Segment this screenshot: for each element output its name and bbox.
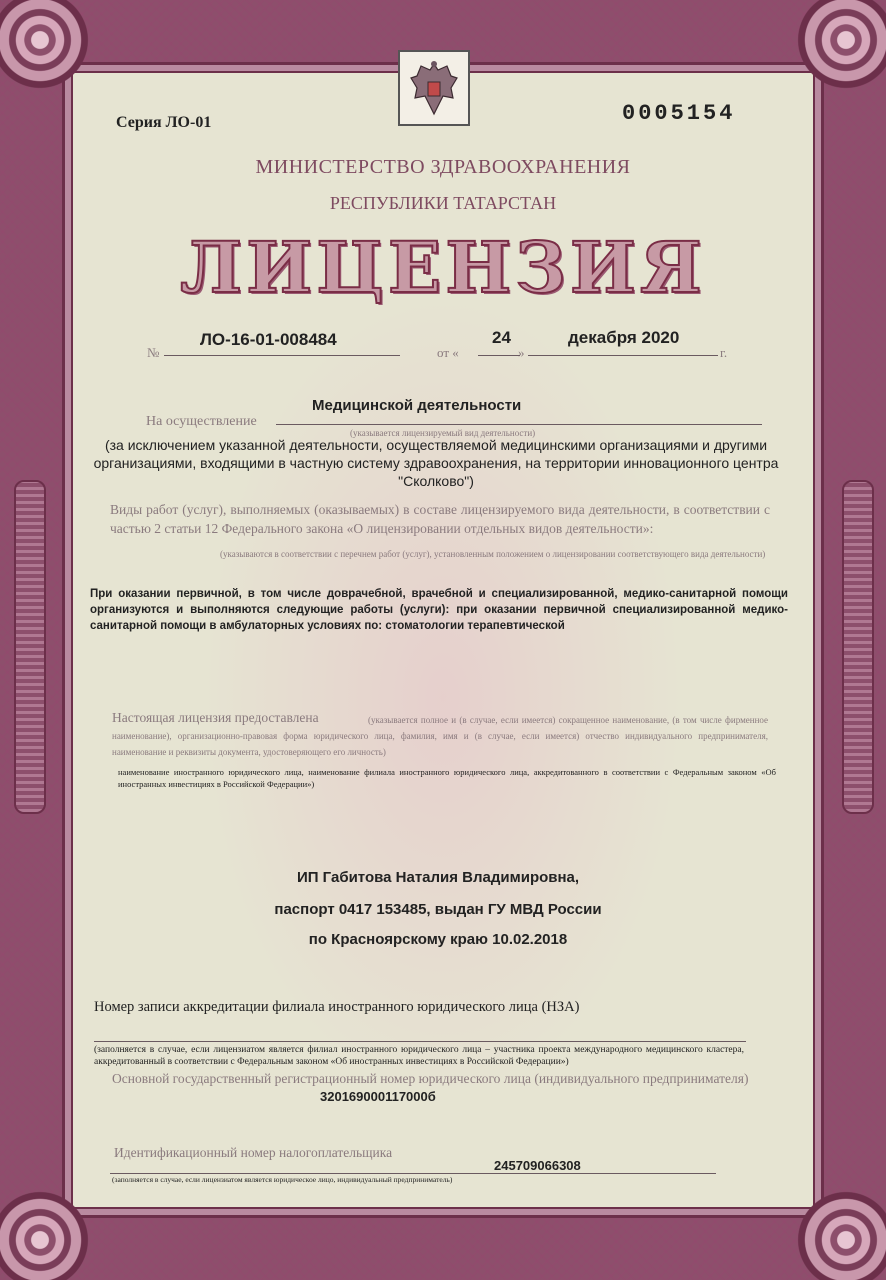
granted-label: Настоящая лицензия предоставлена — [112, 710, 319, 725]
license-number: ЛО-16-01-008484 — [200, 330, 337, 349]
inn-label: Идентификационный номер налогоплательщика — [114, 1145, 393, 1160]
document-title: ЛИЦЕНЗИЯ — [180, 226, 706, 309]
number-label: № — [147, 345, 160, 360]
date-year-suffix: г. — [720, 345, 728, 360]
date-month-year: декабря 2020 — [568, 328, 680, 347]
licensee-line-2: паспорт 0417 153485, выдан ГУ МВД России — [274, 901, 602, 918]
works-text: При оказании первичной, в том числе доврачебной, врачебной и специализированной, медико-санитарной помощи организуются и выполняются следующие работы (услуги): при оказании первичной специализированной медико-санитарной помощи в амбулаторных условиях по: стоматологии терапевтической — [90, 588, 788, 632]
activity-value: Медицинской деятельности — [312, 397, 522, 414]
activity-label: На осуществление — [146, 414, 257, 429]
coat-of-arms-emblem — [398, 50, 470, 126]
activity-exception: (за исключением указанной деятельности, осуществляемой медицинскими организациями и другими организациями, входящими в частную систему здравоохранения, на территории инновационного центра "Сколково") — [93, 437, 779, 489]
serial-number: 0005154 — [622, 101, 736, 126]
date-month-line — [528, 355, 718, 356]
activity-hint: (указывается лицензируемый вид деятельности) — [350, 428, 536, 438]
ministry-line-2: РЕСПУБЛИКИ ТАТАРСТАН — [329, 193, 557, 213]
date-day: 24 — [492, 328, 511, 347]
foreign-entity-hint: наименование иностранного юридического лица, наименование филиала иностранного юридического лица, аккредитованного в соответствии с Федеральным законом «Об иностранных инвестициях в Российской Федерации») — [118, 767, 776, 789]
nza-line — [94, 1041, 746, 1042]
works-label: Виды работ (услуг), выполняемых (оказываемых) в составе лицензируемого вида деятельности, в соответствии с частью 2 статьи 12 Федерального закона «О лицензировании отдельных видов деятельности»: — [110, 502, 770, 536]
activity-line — [276, 424, 762, 425]
date-day-line — [478, 355, 520, 356]
date-from-label: от « — [437, 345, 459, 360]
inn-value: 245709066308 — [494, 1158, 581, 1173]
ogrn-value: 320169000117000б — [320, 1089, 436, 1104]
works-hint: (указываются в соответствии с перечнем работ (услуг), установленным положением о лицензировании соответствующего вида деятельности) — [220, 549, 766, 559]
ogrn-label: Основной государственный регистрационный номер юридического лица (индивидуального предпринимателя) — [112, 1071, 749, 1086]
ministry-line-1: МИНИСТЕРСТВО ЗДРАВООХРАНЕНИЯ — [255, 156, 631, 178]
licensee-line-3: по Красноярскому краю 10.02.2018 — [308, 931, 568, 948]
inn-hint: (заполняется в случае, если лицензиатом является юридическое лицо, индивидуальный предприниматель) — [112, 1175, 453, 1184]
licensee-line-1: ИП Габитова Наталия Владимировна, — [296, 869, 580, 886]
side-ornament-left — [14, 480, 46, 814]
eagle-icon — [407, 58, 461, 118]
license-number-line — [164, 355, 400, 356]
nza-hint: (заполняется в случае, если лицензиатом является филиал иностранного юридического лица – участника проекта международного медицинского кластера, аккредитованный в соответствии с Федеральным законом «Об иностранных инвестициях в Российской Федерации») — [94, 1045, 744, 1067]
date-close-quote: » — [518, 345, 525, 360]
inn-line — [110, 1173, 716, 1174]
nza-label: Номер записи аккредитации филиала иностранного юридического лица (НЗА) — [94, 999, 580, 1015]
side-ornament-right — [842, 480, 874, 814]
granted-hint: (указывается полное и (в случае, если имеется) сокращенное наименование, (в том числе фирменное наименование), организационно-правовая форма юридического лица, фамилия, имя и (в случае, если имеется) отчество индивидуального предпринимателя, наименование и реквизиты документа, удостоверяющего его личность) — [112, 715, 768, 757]
series-label: Серия ЛО-01 — [116, 114, 212, 131]
